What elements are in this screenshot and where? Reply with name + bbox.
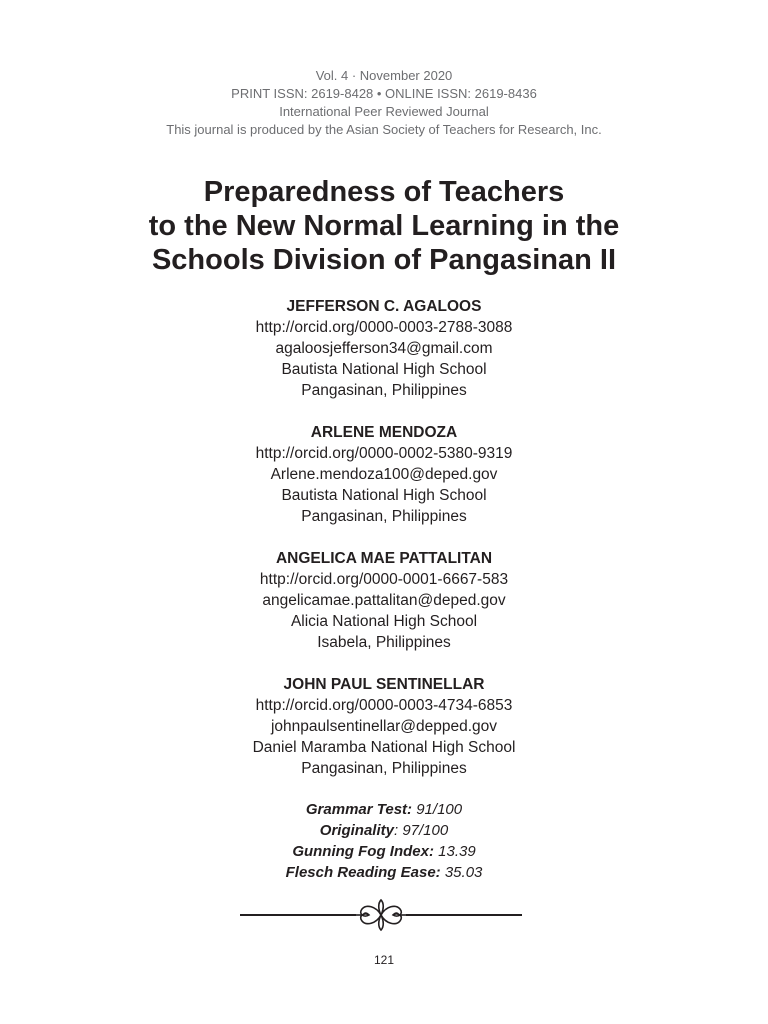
author-school: Alicia National High School (290, 613, 478, 630)
author-name: ARLENE MENDOZA (310, 424, 458, 441)
author-school: Bautista National High School (281, 361, 487, 378)
author-location: Pangasinan, Philippines (301, 382, 467, 399)
issn-line: PRINT ISSN: 2619-8428 • ONLINE ISSN: 2619-8436 (231, 86, 537, 101)
title-line-2: to the New Normal Learning in the (148, 210, 620, 242)
author-school: Daniel Maramba National High School (252, 739, 516, 756)
author-name: JEFFERSON C. AGALOOS (286, 298, 482, 315)
grammar-value: 91/100 (412, 801, 463, 818)
flesch-score (0, 862, 768, 883)
journal-type-line: International Peer Reviewed Journal (279, 104, 489, 119)
originality-label: Originality (319, 822, 394, 839)
author-block (0, 296, 768, 401)
title-line-1: Preparedness of Teachers (203, 176, 565, 208)
author-orcid[interactable]: http://orcid.org/0000-0002-5380-9319 (255, 445, 513, 462)
fog-score (0, 841, 768, 862)
flesch-label: Flesch Reading Ease: (285, 864, 441, 881)
grammar-score (0, 799, 768, 820)
grammar-label: Grammar Test: (305, 801, 413, 818)
author-location: Pangasinan, Philippines (301, 508, 467, 525)
author-school: Bautista National High School (281, 487, 487, 504)
originality-score (0, 820, 768, 841)
author-block (0, 548, 768, 653)
author-name: ANGELICA MAE PATTALITAN (275, 550, 493, 567)
author-name: JOHN PAUL SENTINELLAR (283, 676, 485, 693)
fog-value: 13.39 (433, 843, 476, 860)
author-email[interactable]: angelicamae.pattalitan@deped.gov (262, 592, 506, 609)
flesch-value: 35.03 (440, 864, 483, 881)
ornament-divider-icon (238, 896, 524, 936)
author-orcid[interactable]: http://orcid.org/0000-0003-4734-6853 (255, 697, 513, 714)
author-list (0, 296, 768, 800)
author-email[interactable]: agaloosjefferson34@gmail.com (275, 340, 493, 357)
paper-title (0, 175, 768, 277)
originality-value: : 97/100 (393, 822, 449, 839)
journal-header (0, 67, 768, 139)
author-location: Pangasinan, Philippines (301, 760, 467, 777)
fog-label: Gunning Fog Index: (292, 843, 434, 860)
author-location: Isabela, Philippines (317, 634, 451, 651)
volume-line: Vol. 4 · November 2020 (315, 68, 453, 83)
publisher-line: This journal is produced by the Asian Society of Teachers for Research, Inc. (166, 122, 602, 137)
author-email[interactable]: johnpaulsentinellar@depped.gov (270, 718, 497, 735)
title-line-3: Schools Division of Pangasinan II (151, 244, 617, 276)
readability-scores (0, 799, 768, 883)
author-block (0, 674, 768, 779)
author-orcid[interactable]: http://orcid.org/0000-0001-6667-583 (259, 571, 509, 588)
author-orcid[interactable]: http://orcid.org/0000-0003-2788-3088 (255, 319, 513, 336)
page-number: 121 (373, 953, 395, 967)
author-block (0, 422, 768, 527)
author-email[interactable]: Arlene.mendoza100@deped.gov (270, 466, 498, 483)
